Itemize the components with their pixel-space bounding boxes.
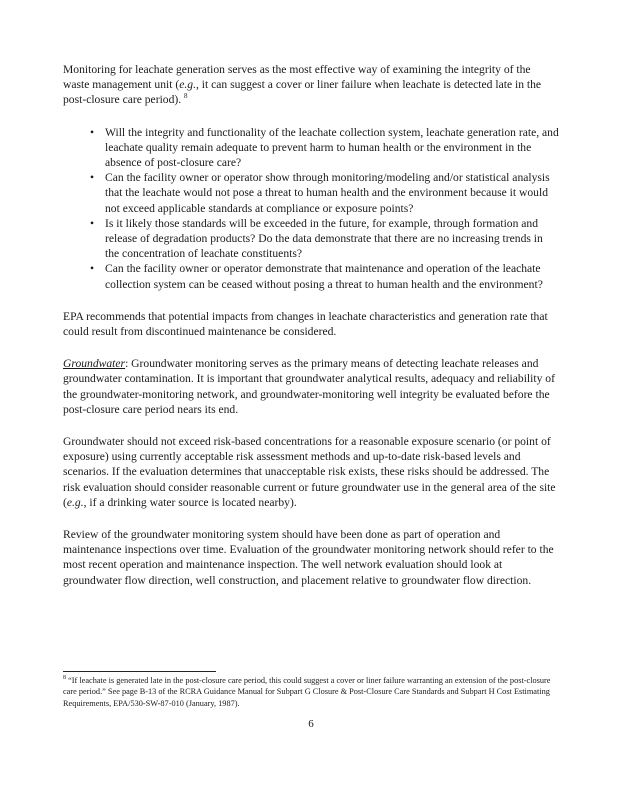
text: Monitoring for leachate generation serves as the most effective way of examining the integrity of the waste management unit (: [63, 63, 531, 92]
bullet-icon: •: [90, 262, 95, 276]
bullet-icon: •: [90, 216, 95, 230]
bullet-icon: •: [90, 171, 95, 185]
list-item-text: Can the facility owner or operator show through monitoring/modeling and/or statistical analysis that the leachate would not pose a threat to human health and the environment because it would not exceed applicable standards at compliance or exposure points?: [105, 171, 550, 215]
bullet-icon: •: [90, 125, 95, 139]
italic-text: e.g.: [179, 78, 196, 92]
list-item: [80, 261, 559, 291]
list-item: [80, 170, 559, 216]
paragraph-leachate-monitoring: [63, 62, 559, 108]
paragraph-epa-recommendation: EPA recommends that potential impacts from changes in leachate characteristics and generation rate that could result from discontinued maintenance be considered.: [63, 309, 548, 339]
list-item: [80, 125, 559, 171]
text: , it can suggest a cover or liner failure when leachate is detected late in the post-closure care period).: [63, 78, 542, 107]
section-heading: Groundwater: [63, 357, 126, 371]
text: , if a drinking water source is located nearby).: [83, 495, 297, 509]
paragraph-monitoring-review: Review of the groundwater monitoring system should have been done as part of operation and maintenance inspections over time. Evaluation of the groundwater monitoring network should refer to the most recent operation and maintenance inspection. The well network evaluation should look at groundwater flow direction, well construction, and placement relative to groundwater flow direction.: [63, 528, 554, 587]
paragraph-groundwater: [63, 356, 559, 417]
footnote-number: 8: [63, 674, 66, 681]
page-number: 6: [308, 718, 314, 730]
question-list: [63, 125, 559, 292]
list-item: [80, 216, 559, 262]
list-item-text: Is it likely those standards will be exceeded in the future, for example, through formation and release of degradation products? Do the data demonstrate that there are no increasing trends in the concentration of leachate constituents?: [105, 216, 543, 261]
italic-text: e.g.: [66, 495, 84, 509]
list-item-text: Will the integrity and functionality of the leachate collection system, leachate generation rate, and leachate quality remain adequate to prevent harm to human health or the environment in the absence of post-closure care?: [105, 125, 559, 170]
footnote: [63, 675, 559, 710]
text: Groundwater should not exceed risk-based concentrations for a reasonable exposure scenario (or point of exposure) using currently acceptable risk assessment methods and up-to-date risk-based levels and scenarios. If the evaluation determines that unacceptable risk exists, these risks should be addressed. The risk evaluation should consider reasonable current or future groundwater use in the general area of the site (: [63, 435, 556, 509]
footnote-divider: [63, 671, 216, 672]
text: : Groundwater monitoring serves as the primary means of detecting leachate releases and groundwater contamination. It is important that groundwater analytical results, adequacy and reliability of the groundwater-monitoring network, and groundwater-monitoring well integrity be evaluated before the post-closure care period nears its end.: [63, 357, 555, 416]
paragraph-groundwater-risk: [63, 434, 559, 510]
footnote-text: “If leachate is generated late in the post-closure care period, this could suggest a cover or liner failure warranting an extension of the post-closure care period.” See page B-13 of the RCRA Guidance Manual for Subpart G Closure & Post-Closure Care Standards and Subpart H Cost Estimating Requirements, EPA/530-SW-87-010 (January, 1987).: [63, 675, 551, 709]
page-spacer: [63, 605, 559, 671]
footnote-reference[interactable]: 8: [184, 92, 188, 101]
list-item-text: Can the facility owner or operator demonstrate that maintenance and operation of the leachate collection system can be ceased without posing a threat to human health and the environment?: [105, 262, 543, 291]
